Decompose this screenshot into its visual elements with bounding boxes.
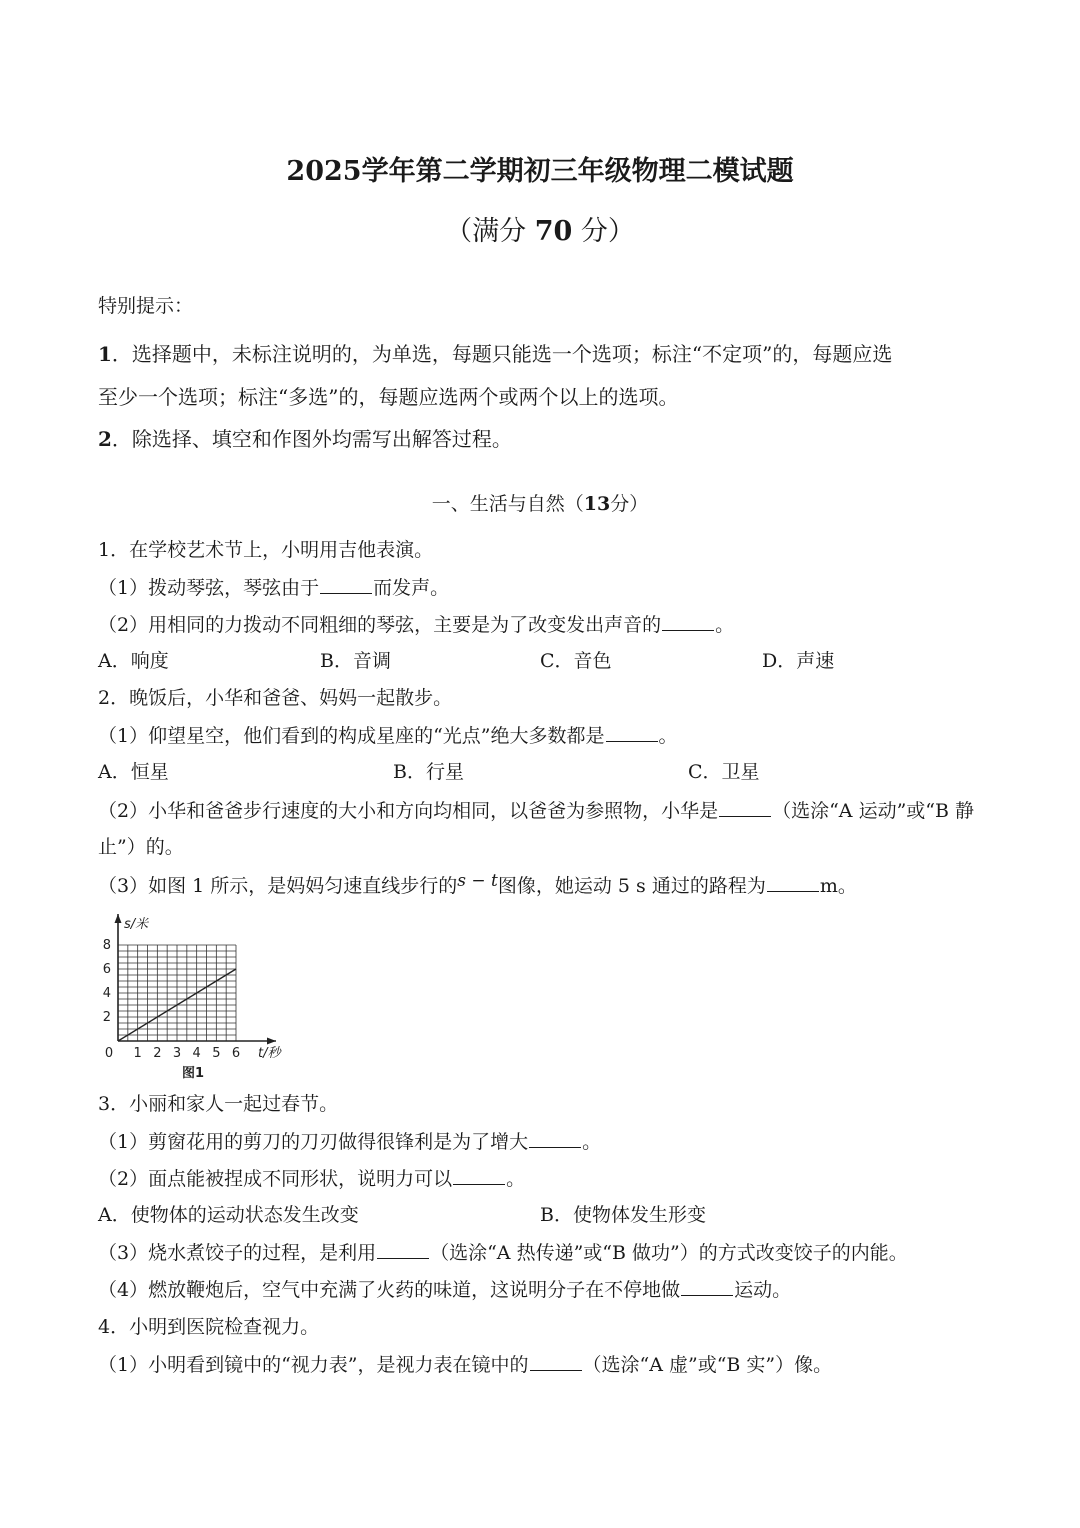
q2-part3 <box>98 873 857 899</box>
section-1-heading <box>0 492 1080 516</box>
q4-part1-a: （1）小明看到镜中的“视力表”，是视力表在镜中的 <box>98 1354 529 1376</box>
notice-item-2-num: 2 <box>98 427 112 451</box>
q2-part3-b: 图像，她运动 5 s 通过的路程为 <box>497 875 766 897</box>
q1-part2-blank[interactable] <box>662 612 714 631</box>
q4-part1-b: （选涂“A 虚”或“B 实”）像。 <box>582 1354 833 1376</box>
y-axis-label: s/米 <box>124 917 149 932</box>
q2-part2-cont: 止”）的。 <box>98 836 184 858</box>
x-tick-label: 5 <box>212 1046 221 1061</box>
q4-part1 <box>98 1352 832 1377</box>
q2-part2-a: （2）小华和爸爸步行速度的大小和方向均相同，以爸爸为参照物，小华是 <box>98 800 719 822</box>
chart-axes <box>115 914 277 1045</box>
q4-part1-blank[interactable] <box>530 1352 582 1371</box>
q3-part4-b: 运动。 <box>734 1279 792 1301</box>
q3-part4 <box>98 1277 791 1302</box>
q2-option-b[interactable]: B．行星 <box>393 761 464 783</box>
q3-part2 <box>98 1166 525 1191</box>
x-tick-label: 3 <box>172 1046 182 1061</box>
q3-part1-a: （1）剪窗花用的剪刀的刀刃做得很锋利是为了增大 <box>98 1131 529 1153</box>
section-1-score: 13 <box>583 493 611 515</box>
subtitle-open: （满分 <box>445 216 527 247</box>
q3-option-a[interactable]: A．使物体的运动状态发生改变 <box>98 1204 359 1226</box>
section-1-heading-b: 分） <box>610 493 649 515</box>
q2-part3-blank[interactable] <box>767 873 819 892</box>
notice-item-1-line2: 至少一个选项；标注“多选”的，每题应选两个或两个以上的选项。 <box>98 385 679 409</box>
q3-part2-b: 。 <box>506 1168 526 1190</box>
q3-part3-b: （选涂“A 热传递”或“B 做功”）的方式改变饺子的内能。 <box>430 1242 908 1264</box>
q3-part1-blank[interactable] <box>529 1129 581 1148</box>
q3-part4-a: （4）燃放鞭炮后，空气中充满了火药的味道，这说明分子在不停地做 <box>98 1279 681 1301</box>
q3-part1-b: 。 <box>582 1131 602 1153</box>
y-tick-label: 6 <box>102 962 111 977</box>
q1-part1-blank[interactable] <box>320 575 372 594</box>
q2-part2-b: （选涂“A 运动”或“B 静 <box>772 800 974 822</box>
q2-part2-blank[interactable] <box>719 798 771 817</box>
q2-option-c[interactable]: C．卫星 <box>688 761 760 783</box>
q2-option-a[interactable]: A．恒星 <box>98 761 169 783</box>
q3-stem: 3．小丽和家人一起过春节。 <box>98 1093 339 1115</box>
q2-part3-a: （3）如图 1 所示，是妈妈匀速直线步行的 <box>98 875 458 897</box>
q3-part2-a: （2）面点能被捏成不同形状，说明力可以 <box>98 1168 453 1190</box>
q3-part1 <box>98 1129 601 1154</box>
subtitle-score: 70 <box>534 216 573 247</box>
q1-part1-b: 而发声。 <box>373 577 450 599</box>
notice-item-1-num: 1 <box>98 342 112 366</box>
x-axis-arrow <box>267 1038 276 1045</box>
q2-part1 <box>98 723 678 748</box>
q1-part1 <box>98 575 449 600</box>
x-tick-label: 1 <box>133 1046 142 1061</box>
q1-option-b[interactable]: B．音调 <box>320 650 391 672</box>
chart-ticks <box>103 938 240 1061</box>
origin-label: 0 <box>104 1046 114 1061</box>
y-tick-label: 2 <box>102 1010 111 1025</box>
q1-part2 <box>98 612 734 637</box>
y-axis-arrow <box>115 914 122 923</box>
q1-option-a[interactable]: A．响度 <box>98 650 169 672</box>
subtitle-close: 分） <box>580 216 635 247</box>
notice-item-1-line1: ．选择题中，未标注说明的，为单选，每题只能选一个选项；标注“不定项”的，每题应选 <box>111 342 893 366</box>
q1-part2-a: （2）用相同的力拨动不同粗细的琴弦，主要是为了改变发出声音的 <box>98 614 662 636</box>
q3-part3 <box>98 1240 908 1265</box>
x-tick-label: 4 <box>192 1046 201 1061</box>
q3-part4-blank[interactable] <box>681 1277 733 1296</box>
page-subtitle <box>0 214 1080 250</box>
chart-grid <box>118 945 236 1041</box>
y-tick-label: 8 <box>102 938 111 953</box>
q3-option-b[interactable]: B．使物体发生形变 <box>540 1204 706 1226</box>
figure-1-st-graph <box>98 908 298 1086</box>
notice-item-2 <box>98 427 512 451</box>
y-tick-label: 4 <box>102 986 111 1001</box>
q2-part2 <box>98 798 974 823</box>
figure-caption: 图1 <box>181 1066 205 1081</box>
page-title: 2025学年第二学期初三年级物理二模试题 <box>286 156 794 187</box>
notice-item-2-text: ．除选择、填空和作图外均需写出解答过程。 <box>111 427 512 451</box>
q2-part1-a: （1）仰望星空，他们看到的构成星座的“光点”绝大多数都是 <box>98 725 605 747</box>
q2-part1-blank[interactable] <box>606 723 658 742</box>
x-tick-label: 2 <box>153 1046 162 1061</box>
q2-part3-st: s − t <box>457 871 498 891</box>
q3-part3-a: （3）烧水煮饺子的过程，是利用 <box>98 1242 377 1264</box>
q4-stem: 4．小明到医院检查视力。 <box>98 1316 320 1338</box>
q2-part3-c: m。 <box>819 875 857 897</box>
section-1-heading-a: 一、生活与自然（ <box>431 493 584 515</box>
q1-option-d[interactable]: D．声速 <box>762 650 835 672</box>
x-axis-label: t/秒 <box>258 1046 281 1061</box>
q1-part2-b: 。 <box>715 614 735 636</box>
q1-part1-a: （1）拨动琴弦，琴弦由于 <box>98 577 320 599</box>
notice-label: 特别提示： <box>98 295 194 317</box>
q2-part1-b: 。 <box>658 725 678 747</box>
q3-part3-blank[interactable] <box>377 1240 429 1259</box>
q2-stem: 2．晚饭后，小华和爸爸、妈妈一起散步。 <box>98 687 453 709</box>
notice-item-1 <box>98 342 892 366</box>
x-tick-label: 6 <box>231 1046 241 1061</box>
q1-stem: 1．在学校艺术节上，小明用吉他表演。 <box>98 539 434 561</box>
q3-part2-blank[interactable] <box>453 1166 505 1185</box>
q1-option-c[interactable]: C．音色 <box>540 650 612 672</box>
